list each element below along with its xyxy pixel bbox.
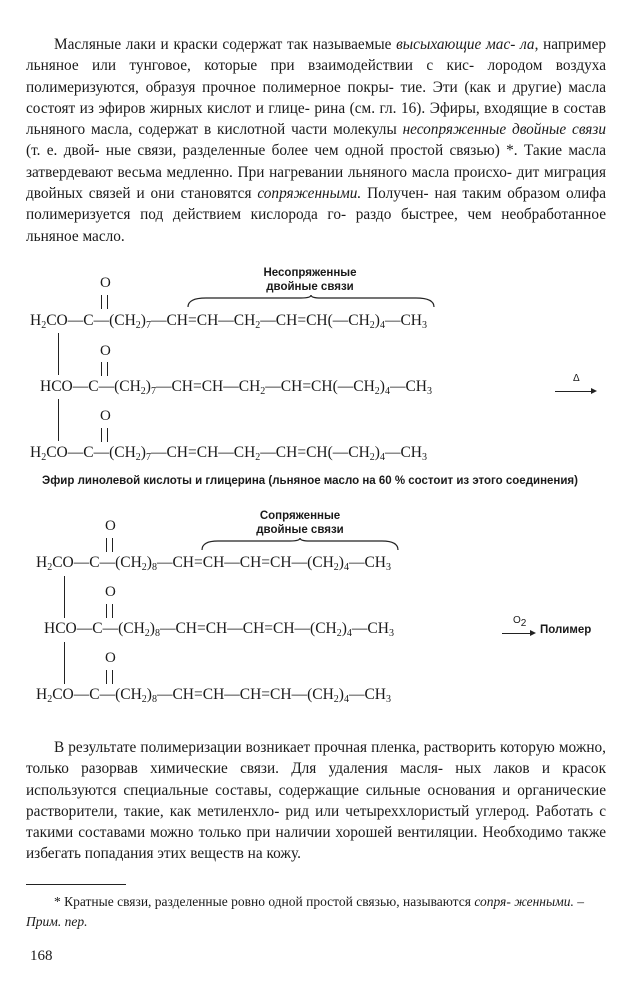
p1-end: Получен- ная таким образом олифа полимеризуется под действием кислорода го- раздо быстрее, чем необработанное льняное масло. [26, 185, 606, 245]
s2-arrow [502, 633, 534, 634]
s2-vbar1 [64, 576, 65, 618]
s2-product: Полимер [540, 624, 592, 636]
s2-o3: O [105, 650, 116, 666]
footnote-note: – Прим. пер. [26, 894, 584, 929]
s1-vbar2 [58, 399, 59, 441]
s2-arrow-label: $O_2$ [513, 615, 527, 629]
s2-o1: O [105, 518, 116, 534]
s1-row1: $H_2CO—C—(CH_2)_7—CH=CH—CH_2—CH=CH(—CH_2)_4—CH_3$ [30, 312, 428, 331]
s2-dbl1 [106, 538, 113, 552]
p1-em2: несопряженные двойные связи [402, 121, 606, 139]
p1-em1b: ла [520, 36, 535, 53]
p1-rest: , например льняное или тунговое, которые при взаимодействии с кис- лородом воздуха полимеризуются, образуя прочное полимерное покры- тие. Эти (как и другие) масла состоят из эфиров жирных кислот и глице- рина (см. гл. 16). Эфиры, входящие в состав льняного масла, содержат в кислотной части молекулы [26, 36, 607, 139]
s1-vbar1 [58, 333, 59, 375]
p1-em1: высыхающие мас- [396, 36, 516, 53]
footnote-text: * Кратные связи, разделенные ровно одной простой связью, называются [54, 894, 475, 909]
scheme1-label: Несопряженные двойные связи [263, 267, 357, 293]
scheme2-label: Сопряженные двойные связи [256, 510, 344, 536]
scheme2-brace [200, 538, 400, 552]
s1-o1: O [100, 275, 111, 291]
s1-arrow [555, 391, 595, 392]
s2-vbar2 [64, 642, 65, 684]
scheme1-caption: Эфир линолевой кислоты и глицерина (льняное масло на 60 % состоит из этого соединения) [42, 475, 578, 487]
s1-arrow-label: Δ [573, 373, 580, 384]
s2-o2: O [105, 584, 116, 600]
p1-start: Масляные лаки и краски содержат так называемые [54, 36, 397, 53]
s2-dbl3 [106, 670, 113, 684]
s1-dbl3 [101, 428, 108, 442]
footnote-rule [26, 884, 126, 885]
s1-o3: O [100, 408, 111, 424]
s2-row3: $H_2CO—C—(CH_2)_8—CH=CH—CH=CH—(CH_2)_4—CH_3$ [36, 686, 391, 705]
scheme1-brace [186, 295, 436, 309]
p1-em3: сопряженными. [257, 185, 362, 203]
page-number: 168 [30, 948, 53, 964]
s2-row1: $H_2CO—C—(CH_2)_8—CH=CH—CH=CH—(CH_2)_4—CH_3$ [36, 554, 391, 573]
s2-row2: $HCO—C—(CH_2)_8—CH=CH—CH=CH—(CH_2)_4—CH_3$ [44, 620, 394, 639]
paragraph-2 [26, 737, 606, 865]
s1-dbl1 [101, 295, 108, 309]
s1-row3: $H_2CO—C—(CH_2)_7—CH=CH—CH_2—CH=CH(—CH_2)_4—CH_3$ [30, 444, 428, 463]
p2-text: В результате полимеризации возникает прочная пленка, растворить которую можно, только разорвав химические связи. Для удаления масля- ных лаков и красок используются специальные составы, содержащие сильные основания и органические растворители, такие, как метиленхло- рид или четыреххлористый углерод. Работать с такими составами можно только при наличии хорошей вентиляции. Необходимо также избегать попадания этих веществ на кожу. [26, 739, 606, 863]
s1-row2: $HCO—C—(CH_2)_7—CH=CH—CH_2—CH=CH(—CH_2)_4—CH_3$ [40, 378, 432, 397]
p1-mid: (т. е. двой- ные связи, разделенные более чем одной простой связью) *. Такие масла затвердевают весьма медленно. При нагревании льняного масла происхо- дит миграция двойных связей и они становятся [26, 142, 606, 203]
s1-dbl2 [101, 362, 108, 376]
footnote-em: сопря- женными. [474, 894, 574, 909]
paragraph-1 [26, 34, 606, 247]
s2-dbl2 [106, 604, 113, 618]
s1-o2: O [100, 343, 111, 359]
footnote [26, 892, 606, 932]
